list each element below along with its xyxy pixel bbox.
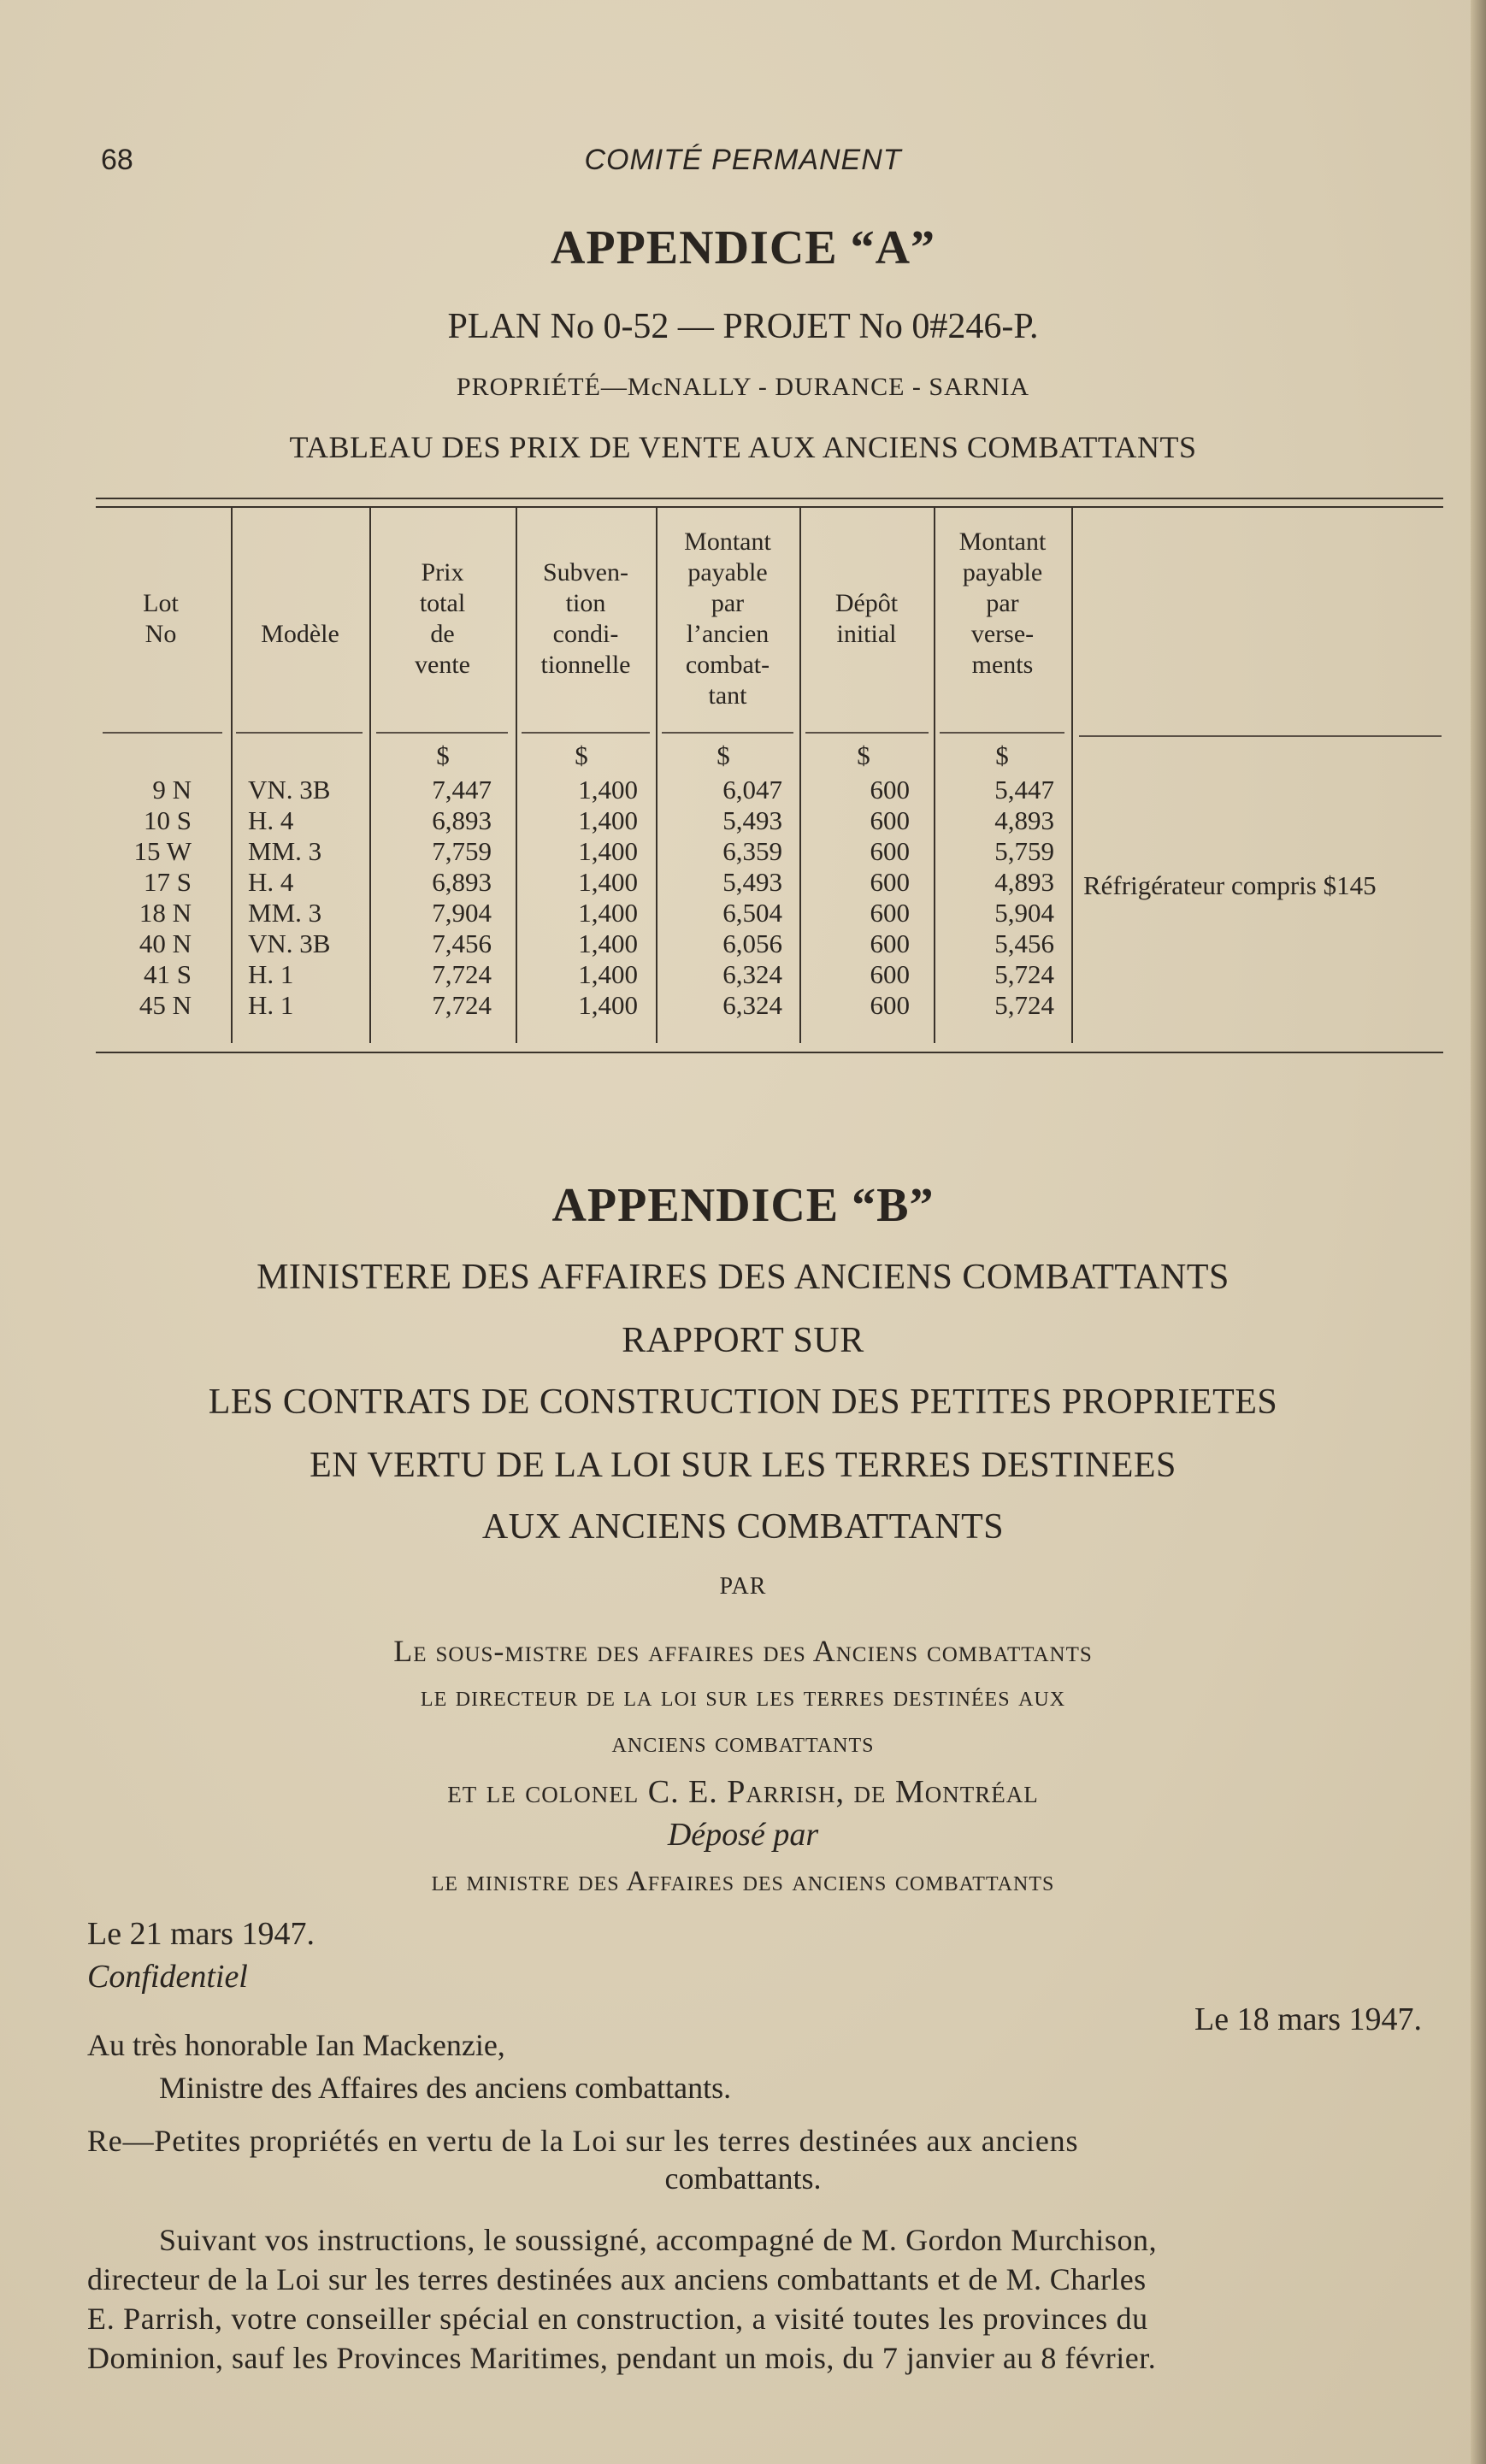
cell-lot: 45 N [139,990,192,1020]
cell-depot: 600 [870,836,910,866]
cell-montant-ancien: 6,324 [722,959,782,989]
cell-montant-ancien: 6,047 [722,775,782,805]
header-underline [662,732,793,734]
header-underline [805,732,929,734]
contracts-line: LES CONTRATS DE CONSTRUCTION DES PETITES PROPRIETES [208,1382,1278,1422]
header-lot-no: Lot No [143,589,179,648]
table-bottom-rule [96,1052,1443,1053]
date-left: Le 21 mars 1947. [87,1916,315,1952]
paragraph-line-4: Dominion, sauf les Provinces Maritimes, pendant un mois, du 7 janvier au 8 février. [87,2341,1157,2375]
header-subvention: Subven- tion condi- tionnelle [540,558,631,679]
paragraph-line-2: directeur de la Loi sur les terres destinées aux anciens combattants et de M. Charles [87,2262,1147,2296]
cell-lot: 17 S [144,867,192,897]
re-line-2: combattants. [664,2161,822,2196]
table-note: Réfrigérateur compris $145 [1083,870,1377,900]
cell-modele: VN. 3B [248,928,331,958]
cell-lot: 41 S [144,959,192,989]
cell-subvention: 1,400 [578,775,638,805]
author-line-1: Le sous-mistre des affaires des Anciens combattants [393,1634,1093,1668]
salutation-2: Ministre des Affaires des anciens combattants. [159,2071,732,2105]
author-line-3: anciens combattants [611,1727,875,1759]
cell-subvention: 1,400 [578,990,638,1020]
cell-modele: H. 4 [248,805,294,835]
author-line-4: et le colonel C. E. Parrish, de Montréal [447,1774,1039,1810]
cell-subvention: 1,400 [578,836,638,866]
depose-par: Déposé par [667,1817,819,1853]
header-montant-versements: Montant payable par verse- ments [958,528,1047,679]
cell-depot: 600 [870,775,910,805]
cell-montant-ancien: 6,056 [722,928,782,958]
currency-symbol: $ [857,740,870,770]
running-head: COMITÉ PERMANENT [584,144,902,176]
cell-modele: VN. 3B [248,775,331,805]
cell-montant-ancien: 5,493 [722,805,782,835]
cell-prix: 6,893 [432,867,492,897]
cell-lot: 10 S [144,805,192,835]
header-underline [1079,735,1442,737]
table-title: TABLEAU DES PRIX DE VENTE AUX ANCIENS COMBATTANTS [289,430,1197,464]
cell-lot: 9 N [152,775,192,805]
header-montant-ancien: Montant payable par l’ancien combat- tant [684,528,771,710]
cell-modele: MM. 3 [248,836,322,866]
cell-depot: 600 [870,805,910,835]
cell-depot: 600 [870,928,910,958]
header-underline [376,732,508,734]
cell-versements: 4,893 [994,805,1054,835]
cell-versements: 4,893 [994,867,1054,897]
re-line-1: Re—Petites propriétés en vertu de la Loi sur les terres destinées aux anciens [87,2124,1079,2158]
cell-prix: 7,904 [432,898,492,928]
cell-lot: 18 N [139,898,192,928]
cell-modele: MM. 3 [248,898,322,928]
currency-symbol: $ [436,740,450,770]
currency-symbol: $ [995,740,1009,770]
cell-subvention: 1,400 [578,959,638,989]
cell-versements: 5,456 [994,928,1054,958]
par-line: PAR [719,1573,767,1600]
cell-subvention: 1,400 [578,805,638,835]
date-right: Le 18 mars 1947. [1194,2001,1422,2037]
confidential-label: Confidentiel [87,1959,248,1995]
cell-versements: 5,904 [994,898,1054,928]
cell-lot: 40 N [139,928,192,958]
paragraph-line-3: E. Parrish, votre conseiller spécial en construction, a visité toutes les provinces du [87,2302,1148,2336]
cell-prix: 7,724 [432,959,492,989]
cell-prix: 6,893 [432,805,492,835]
cell-prix: 7,759 [432,836,492,866]
cell-montant-ancien: 6,504 [722,898,782,928]
cell-lot: 15 W [133,836,192,866]
col-divider [231,508,233,1043]
cell-subvention: 1,400 [578,867,638,897]
appendix-a-title: APPENDICE “A” [550,221,936,274]
cell-modele: H. 1 [248,990,294,1020]
currency-symbol: $ [716,740,730,770]
page-number: 68 [101,144,133,176]
author-line-2: le directeur de la loi sur les terres destinées aux [420,1681,1066,1712]
cell-versements: 5,724 [994,959,1054,989]
cell-depot: 600 [870,867,910,897]
cell-prix: 7,447 [432,775,492,805]
cell-montant-ancien: 6,324 [722,990,782,1020]
salutation-1: Au très honorable Ian Mackenzie, [87,2028,505,2062]
minister-line: le ministre des Affaires des anciens combattants [431,1866,1055,1897]
cell-versements: 5,759 [994,836,1054,866]
cell-montant-ancien: 6,359 [722,836,782,866]
ministry-line: MINISTERE DES AFFAIRES DES ANCIENS COMBATTANTS [257,1258,1229,1297]
property-line: PROPRIÉTÉ—McNALLY - DURANCE - SARNIA [456,373,1030,401]
header-underline [522,732,650,734]
col-divider [1071,508,1073,1043]
cell-versements: 5,724 [994,990,1054,1020]
header-depot-initial: Dépôt initial [834,589,899,648]
cell-depot: 600 [870,898,910,928]
plan-line: PLAN No 0-52 — PROJET No 0#246-P. [447,307,1039,346]
cell-subvention: 1,400 [578,898,638,928]
header-underline [103,732,222,734]
cell-modele: H. 4 [248,867,294,897]
cell-prix: 7,724 [432,990,492,1020]
header-prix-total: Prix total de vente [415,558,470,679]
appendix-b-title: APPENDICE “B” [551,1179,935,1232]
law-line: EN VERTU DE LA LOI SUR LES TERRES DESTINEES [310,1446,1176,1485]
cell-depot: 600 [870,990,910,1020]
cell-depot: 600 [870,959,910,989]
cell-modele: H. 1 [248,959,294,989]
veterans-line: AUX ANCIENS COMBATTANTS [481,1507,1005,1547]
table-top-rule [96,498,1443,499]
header-modele: Modèle [261,620,339,648]
cell-versements: 5,447 [994,775,1054,805]
header-underline [236,732,363,734]
rapport-sur-line: RAPPORT SUR [622,1321,864,1360]
cell-subvention: 1,400 [578,928,638,958]
cell-prix: 7,456 [432,928,492,958]
paragraph-line-1: Suivant vos instructions, le soussigné, accompagné de M. Gordon Murchison, [159,2223,1158,2257]
header-underline [940,732,1064,734]
table-top-rule-2 [96,506,1443,508]
cell-montant-ancien: 5,493 [722,867,782,897]
currency-symbol: $ [575,740,588,770]
